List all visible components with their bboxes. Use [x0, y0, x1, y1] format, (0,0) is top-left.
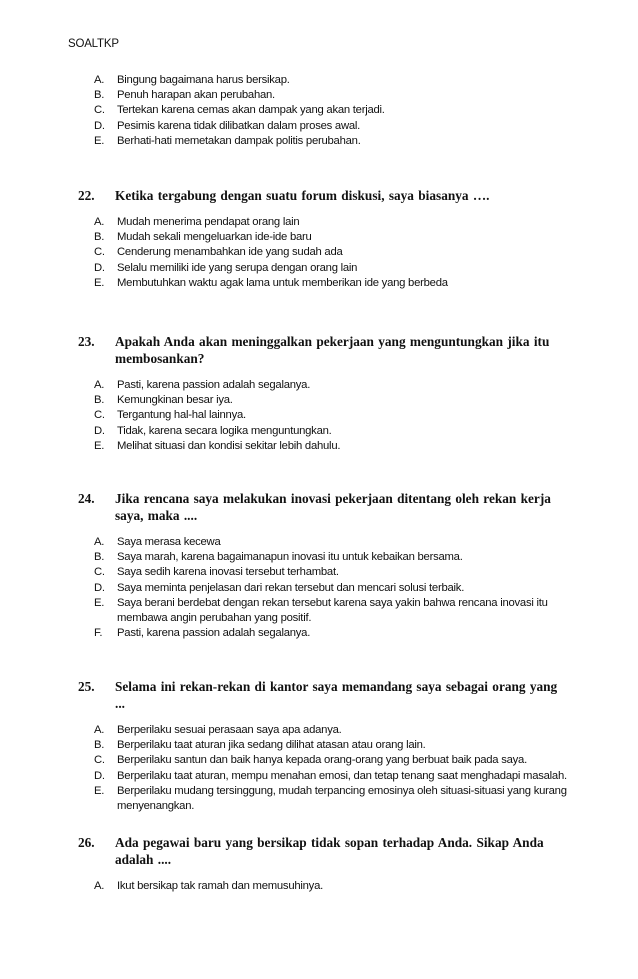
option-letter: E.: [94, 596, 105, 609]
question-22-block: [78, 187, 568, 291]
option-a[interactable]: [78, 378, 568, 393]
option-text: Berperilaku sesuai perasaan saya apa adanya.: [117, 724, 342, 736]
question-text: Ketika tergabung dengan suatu forum diskusi, saya biasanya ….: [115, 188, 490, 203]
question-26: [78, 834, 568, 868]
option-d[interactable]: [78, 119, 568, 134]
option-letter: D.: [94, 261, 105, 274]
question-23: [78, 333, 568, 367]
option-text: Berperilaku santun dan baik hanya kepada orang-orang yang berbuat baik pada saya.: [117, 754, 527, 767]
question-number: 22.: [78, 188, 95, 203]
option-letter: D.: [94, 769, 105, 782]
option-text: Saya sedih karena inovasi tersebut terhambat.: [117, 566, 339, 579]
question-number: 25.: [78, 679, 95, 694]
option-text: Berhati-hati memetakan dampak politis perubahan.: [117, 134, 361, 147]
option-letter: D.: [94, 581, 105, 594]
option-a[interactable]: [78, 73, 568, 88]
option-letter: A.: [94, 216, 105, 228]
option-text: Selalu memiliki ide yang serupa dengan orang lain: [117, 261, 358, 274]
option-text: Pasti, karena passion adalah segalanya.: [117, 379, 311, 391]
question-26-block: [78, 834, 568, 894]
option-a[interactable]: [78, 723, 568, 738]
option-text: Berperilaku mudang tersinggung, mudah terpancing emosinya oleh situasi-situasi yang kurang menyenangkan.: [117, 784, 567, 813]
question-23-block: [78, 333, 568, 454]
option-letter: C.: [94, 754, 105, 767]
option-c[interactable]: [78, 753, 568, 768]
options-list: [78, 535, 568, 641]
option-letter: A.: [94, 536, 105, 548]
question-24-block: [78, 490, 568, 641]
option-b[interactable]: [78, 738, 568, 753]
question-text: Ada pegawai baru yang bersikap tidak sopan terhadap Anda. Sikap Anda adalah ....: [115, 835, 544, 867]
option-letter: B.: [94, 231, 105, 244]
question-text: Apakah Anda akan meninggalkan pekerjaan yang menguntungkan jika itu membosankan?: [115, 334, 550, 366]
question-25-block: [78, 678, 568, 814]
option-e[interactable]: [78, 439, 568, 454]
option-text: Cenderung menambahkan ide yang sudah ada: [117, 246, 343, 259]
page-header: SOALTKP: [68, 38, 119, 50]
option-letter: A.: [94, 379, 105, 391]
option-c[interactable]: [78, 408, 568, 423]
question-21-block: [78, 73, 568, 149]
question-25: [78, 678, 568, 712]
option-d[interactable]: [78, 261, 568, 276]
option-letter: D.: [94, 424, 105, 437]
option-letter: C.: [94, 566, 105, 579]
option-letter: E.: [94, 276, 105, 289]
option-text: Mudah sekali mengeluarkan ide-ide baru: [117, 231, 312, 244]
option-b[interactable]: [78, 88, 568, 103]
option-c[interactable]: [78, 245, 568, 260]
option-text: Berperilaku taat aturan, mempu menahan emosi, dan tetap tenang saat menghadapi masalah.: [117, 769, 567, 782]
options-list: [78, 73, 568, 149]
option-b[interactable]: [78, 550, 568, 565]
option-e[interactable]: [78, 596, 568, 626]
option-d[interactable]: [78, 424, 568, 439]
option-letter: B.: [94, 394, 105, 407]
option-letter: B.: [94, 551, 105, 564]
option-text: Kemungkinan besar iya.: [117, 394, 233, 407]
option-letter: C.: [94, 409, 105, 422]
option-text: Berperilaku taat aturan jika sedang dilihat atasan atau orang lain.: [117, 739, 426, 752]
option-text: Penuh harapan akan perubahan.: [117, 89, 275, 102]
option-letter: A.: [94, 880, 105, 892]
option-letter: C.: [94, 246, 105, 259]
option-c[interactable]: [78, 103, 568, 118]
option-letter: B.: [94, 89, 105, 102]
question-24: [78, 490, 568, 524]
option-f[interactable]: [78, 626, 568, 641]
option-text: Bingung bagaimana harus bersikap.: [117, 74, 290, 86]
option-text: Saya merasa kecewa: [117, 536, 221, 548]
option-text: Pesimis karena tidak dilibatkan dalam proses awal.: [117, 119, 361, 132]
question-text: Selama ini rekan-rekan di kantor saya memandang saya sebagai orang yang ...: [115, 679, 558, 711]
options-list: [78, 723, 568, 814]
options-list: [78, 879, 568, 894]
option-e[interactable]: [78, 276, 568, 291]
option-letter: E.: [94, 439, 105, 452]
question-22: [78, 187, 568, 204]
options-list: [78, 215, 568, 291]
option-b[interactable]: [78, 230, 568, 245]
option-letter: A.: [94, 724, 105, 736]
question-number: 23.: [78, 334, 95, 349]
option-d[interactable]: [78, 769, 568, 784]
option-e[interactable]: [78, 134, 568, 149]
option-text: Membutuhkan waktu agak lama untuk memberikan ide yang berbeda: [117, 276, 448, 289]
option-b[interactable]: [78, 393, 568, 408]
option-text: Tertekan karena cemas akan dampak yang akan terjadi.: [117, 104, 385, 117]
option-text: Tidak, karena secara logika menguntungkan.: [117, 424, 332, 437]
option-text: Saya meminta penjelasan dari rekan tersebut dan mencari solusi terbaik.: [117, 581, 465, 594]
question-number: 26.: [78, 835, 95, 850]
option-a[interactable]: [78, 879, 568, 894]
option-text: Ikut bersikap tak ramah dan memusuhinya.: [117, 880, 324, 892]
question-text: Jika rencana saya melakukan inovasi pekerjaan ditentang oleh rekan kerja saya, maka ....: [115, 491, 551, 523]
option-text: Mudah menerima pendapat orang lain: [117, 216, 300, 228]
option-e[interactable]: [78, 784, 568, 814]
option-letter: E.: [94, 784, 105, 797]
options-list: [78, 378, 568, 454]
option-c[interactable]: [78, 565, 568, 580]
option-a[interactable]: [78, 215, 568, 230]
option-d[interactable]: [78, 581, 568, 596]
option-letter: F.: [94, 627, 103, 640]
option-letter: B.: [94, 739, 105, 752]
question-number: 24.: [78, 491, 95, 506]
option-letter: E.: [94, 134, 105, 147]
option-text: Saya marah, karena bagaimanapun inovasi itu untuk kebaikan bersama.: [117, 551, 463, 564]
option-letter: D.: [94, 119, 105, 132]
option-text: Tergantung hal-hal lainnya.: [117, 409, 246, 422]
option-text: Saya berani berdebat dengan rekan tersebut karena saya yakin bahwa rencana inovasi itu membawa angin perubahan yang positif.: [117, 596, 548, 625]
option-letter: A.: [94, 74, 105, 86]
option-letter: C.: [94, 104, 105, 117]
option-a[interactable]: [78, 535, 568, 550]
option-text: Pasti, karena passion adalah segalanya.: [117, 627, 311, 640]
option-text: Melihat situasi dan kondisi sekitar lebih dahulu.: [117, 439, 341, 452]
